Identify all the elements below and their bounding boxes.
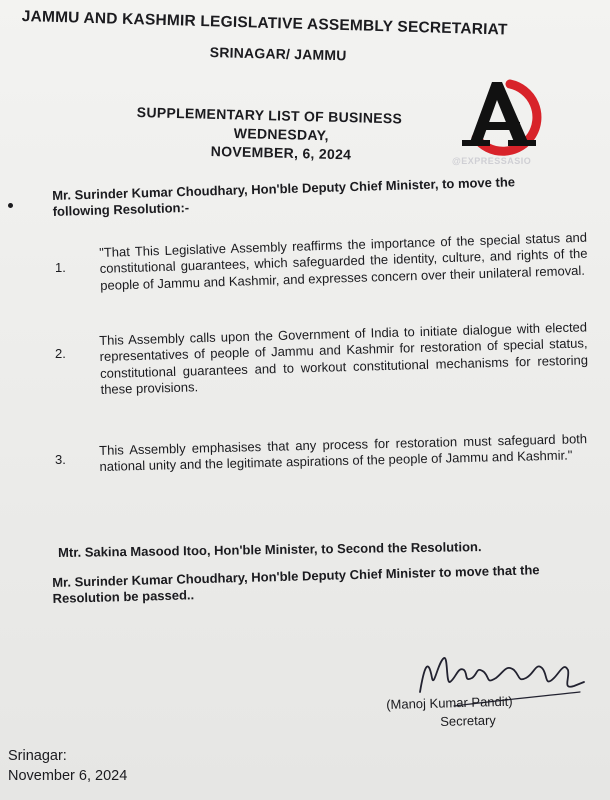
resolution-item-text: "That This Legislative Assembly reaffirms the importance of the special status and constitutional guarantees, which safeguarded the identity, culture, and rights of the people of Jammu and Kashmir, and expresses concern over their unilateral removal.	[99, 229, 588, 293]
second-motion: Mtr. Sakina Masood Itoo, Hon'ble Minister, to Second the Resolution.	[58, 539, 482, 560]
secretariat-heading: JAMMU AND KASHMIR LEGISLATIVE ASSEMBLY SECRETARIAT	[21, 8, 508, 39]
footer-date: November 6, 2024	[8, 768, 128, 784]
resolution-item-text: This Assembly calls upon the Government of India to initiate dialogue with elected representatives of people of Jammu and Kashmir for restoration of special status, constitutional guarantees and to workout constitutional mechanisms for restoring these provisions.	[99, 319, 589, 398]
location-heading: SRINAGAR/ JAMMU	[209, 44, 347, 64]
title-weekday: WEDNESDAY,	[233, 125, 330, 144]
resolution-item-number: 2.	[55, 346, 66, 361]
resolution-item-number: 1.	[55, 260, 66, 275]
watermark-handle: @EXPRESSASIO	[452, 156, 532, 166]
title-date: NOVEMBER, 6, 2024	[210, 143, 352, 163]
resolution-item-text: This Assembly emphasises that any process for restoration must safeguard both national unity and the legitimate aspirations of the people of Jammu and Kashmir."	[99, 431, 588, 475]
footer-place: Srinagar:	[8, 748, 67, 764]
watermark-logo-icon	[452, 76, 548, 166]
resolution-intro: Mr. Surinder Kumar Choudhary, Hon'ble Deputy Chief Minister, to move the following Resolution:-	[52, 174, 516, 220]
pass-motion: Mr. Surinder Kumar Choudhary, Hon'ble Deputy Chief Minister to move that the Resolution be passed..	[52, 562, 540, 607]
bullet-icon	[8, 203, 13, 208]
document-title: SUPPLEMENTARY LIST OF BUSINESS	[136, 104, 403, 127]
signatory-name: (Manoj Kumar Pandit)	[386, 693, 513, 712]
resolution-item-number: 3.	[55, 452, 66, 467]
signatory-designation: Secretary	[440, 712, 497, 729]
